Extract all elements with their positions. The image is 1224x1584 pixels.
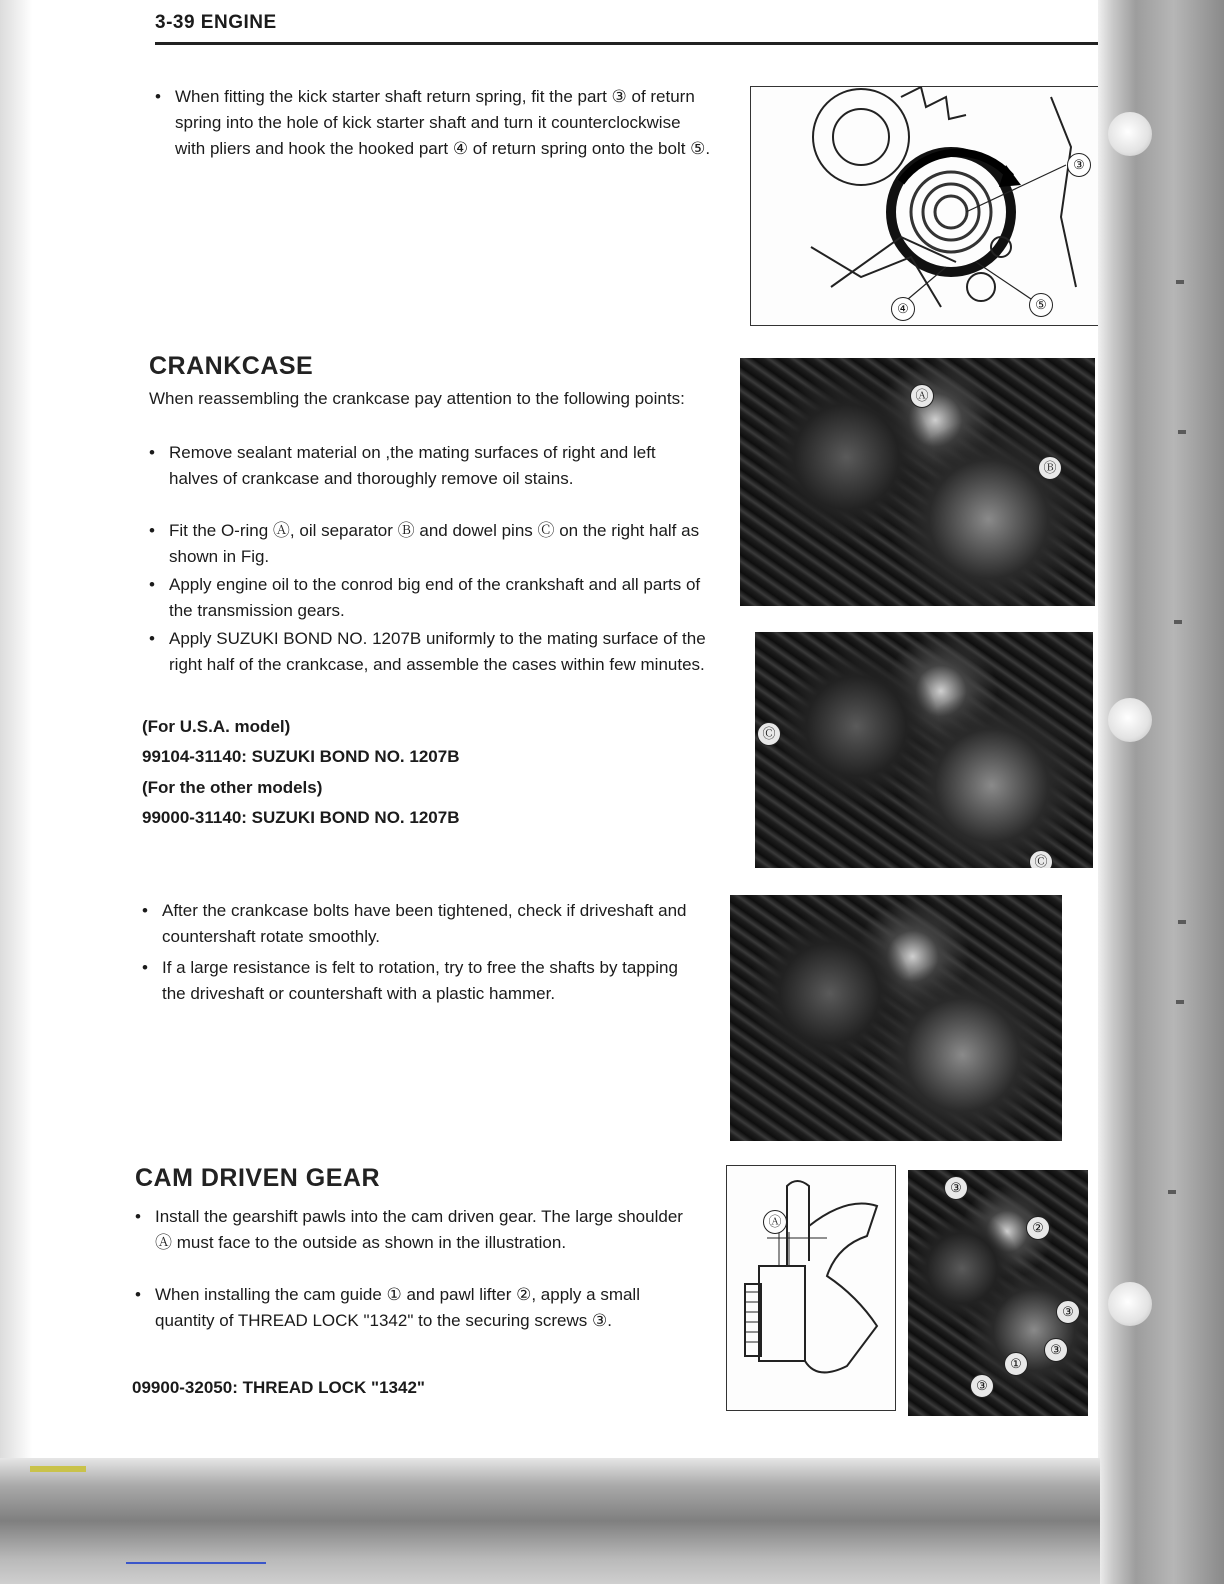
yellow-tab xyxy=(30,1466,86,1472)
gearshift-pawl-illustration xyxy=(726,1165,896,1411)
manual-page: 3-39 ENGINE • When fitting the kick starter shaft return spring, fit the part ③ of return spring into the hole of kick starter shaft and turn it counterclockwise with pliers and hook the hooked part ④ of return spring onto the bolt ⑤. ③ ④ ⑤ CRANKCASE When reassembling the crankcase pay attention to the following points: • Remove sealant material on ,the mating surfaces of right and left halves of crankcase and thoroughly remove oil stains. • Fit the O-ring Ⓐ, oil separator Ⓑ and dowel pins Ⓒ on the right half as shown in Fig. • Apply engine oil to the conrod big end of the crankshaft and all parts of the transmission gears. • Apply SUZUKI BOND NO. 1207B uniformly to the mating surface of the right half of the crankcase, and assemble the cases within few minutes. (For U.S.A. model) 99104-31140: SUZUKI BOND NO. 1207B (For the other models) 99000-31140: SUZUKI BOND NO. 1207B Ⓐ Ⓑ Ⓒ Ⓒ • After the crankcase bolts have been tightened, check if driveshaft and countershaft rotate smoothly. • If a large resistance is felt to rotation, try to free the shafts by tapping the driveshaft or countershaft with a plastic hammer. CAM DRIVEN GEAR • Install the gearshift pawls into the cam driven gear. The large shoulder Ⓐ must face to the outside as shown in the illustration. • When installing the cam guide ① and pawl lifter ②, apply a small quantity of THREAD LOCK "1342" to the securing screws ③. 09900-32050: THREAD LOCK "1342" Ⓐ ③ ② ③ ① ③ ③ xyxy=(0,0,1224,1584)
callout-C-left: Ⓒ xyxy=(757,722,781,746)
callout-4: ④ xyxy=(891,297,915,321)
callout-1: ① xyxy=(1004,1352,1028,1376)
binder-mark xyxy=(1178,920,1186,924)
callout-B: Ⓑ xyxy=(1038,456,1062,480)
page-label: 3-39 ENGINE xyxy=(155,12,277,33)
page-edge-shadow xyxy=(0,0,32,1584)
callout-A-shoulder: Ⓐ xyxy=(763,1210,787,1234)
binder-edge xyxy=(1098,0,1224,1584)
page-header xyxy=(155,10,1105,45)
other-models-label: (For the other models) xyxy=(142,778,323,797)
thread-lock-part-number: 09900-32050: THREAD LOCK "1342" xyxy=(132,1378,425,1397)
crankcase-intro: When reassembling the crankcase pay attention to the following points: xyxy=(149,389,685,408)
page-bottom-shadow xyxy=(0,1458,1100,1584)
other-part-number: 99000-31140: SUZUKI BOND NO. 1207B xyxy=(142,808,460,827)
spring-drawing xyxy=(751,87,1103,325)
transmission-shafts-photo xyxy=(730,895,1062,1141)
callout-3-lower: ③ xyxy=(1044,1338,1068,1362)
crankcase-heading: CRANKCASE xyxy=(149,352,314,380)
crankcase-dowel-pins-photo xyxy=(755,632,1093,868)
pawl-drawing xyxy=(727,1166,895,1410)
callout-3-bottom: ③ xyxy=(970,1374,994,1398)
usa-model-label: (For U.S.A. model) xyxy=(142,717,291,736)
binder-mark xyxy=(1176,1000,1184,1004)
binder-mark xyxy=(1174,620,1182,624)
callout-3-right: ③ xyxy=(1056,1300,1080,1324)
usa-part-number: 99104-31140: SUZUKI BOND NO. 1207B xyxy=(142,747,460,766)
binder-hole-bottom xyxy=(1108,1282,1152,1326)
cam-driven-gear-heading: CAM DRIVEN GEAR xyxy=(135,1164,381,1192)
kick-starter-spring-figure xyxy=(750,86,1104,326)
crankcase-oring-photo xyxy=(740,358,1095,606)
binder-mark xyxy=(1178,430,1186,434)
blue-mark xyxy=(126,1562,266,1564)
binder-hole-top xyxy=(1108,112,1152,156)
callout-3-top: ③ xyxy=(944,1176,968,1200)
binder-mark xyxy=(1176,280,1184,284)
binder-hole-middle xyxy=(1108,698,1152,742)
kick-starter-text: When fitting the kick starter shaft return spring, fit the part ③ of return spring into the hole of kick starter shaft and turn it counterclockwise with pliers and hook the hooked part ④ of return spring onto the bolt ⑤. xyxy=(175,87,711,158)
callout-A: Ⓐ xyxy=(910,384,934,408)
callout-5: ⑤ xyxy=(1029,293,1053,317)
callout-3: ③ xyxy=(1067,153,1091,177)
binder-mark xyxy=(1168,1190,1176,1194)
callout-C-right: Ⓒ xyxy=(1029,850,1053,868)
callout-2: ② xyxy=(1026,1216,1050,1240)
cam-guide-photo xyxy=(908,1170,1088,1416)
